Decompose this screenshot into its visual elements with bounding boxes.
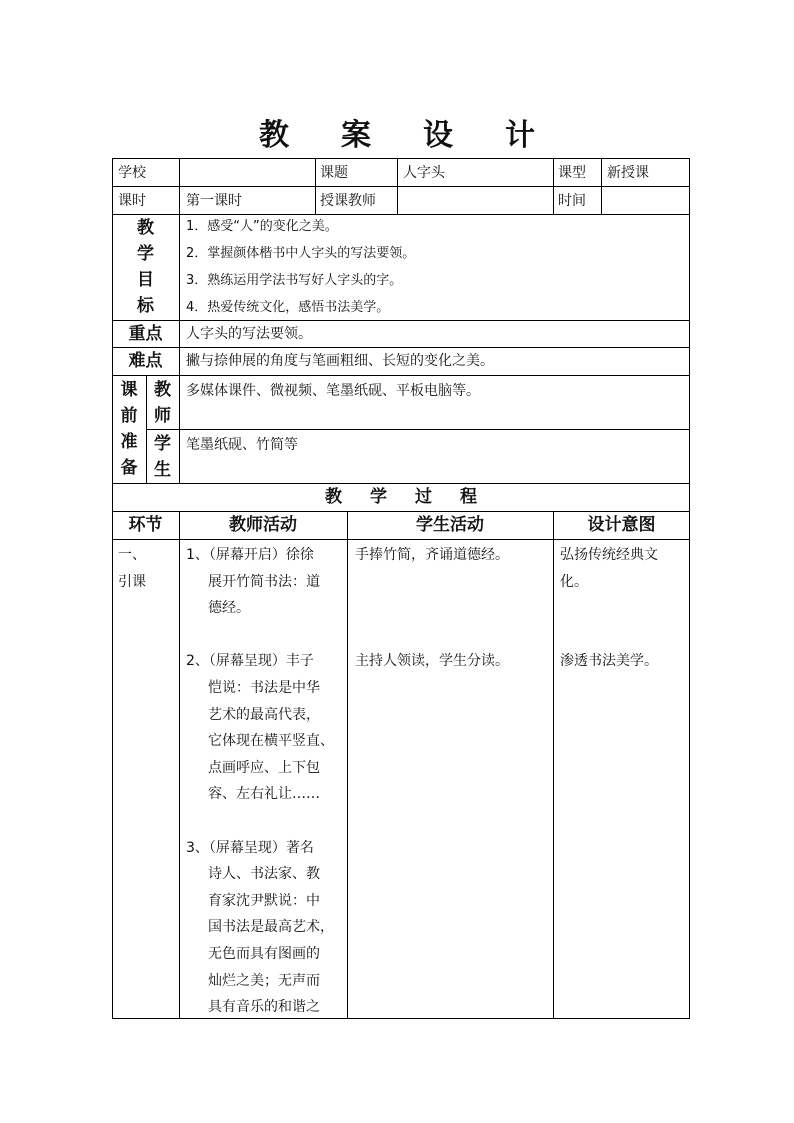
col-divider	[315, 158, 316, 214]
activity-line: 2、（屏幕呈现）丰子	[186, 653, 314, 670]
design-intent: 弘扬传统经典文 化。 渗透书法美学。	[560, 547, 658, 670]
objective-item: 4．热爱传统文化，感悟书法美学。	[186, 300, 390, 315]
objective-item: 1．感受“人”的变化之美。	[186, 219, 338, 234]
row-divider	[112, 511, 690, 512]
col-header-intent: 设计意图	[587, 515, 656, 535]
topic-value[interactable]: 人字头	[403, 165, 445, 181]
teacher-label: 授课教师	[320, 193, 376, 209]
col-divider	[553, 158, 554, 214]
row-divider	[112, 186, 690, 187]
student-activity: 手捧竹简，齐诵道德经。 主持人领读，学生分读。	[355, 547, 509, 670]
col-divider	[179, 214, 180, 375]
col-divider	[397, 158, 398, 214]
page-title: 教案设计	[259, 118, 587, 153]
prep-teacher-value: 多媒体课件、微视频、笔墨纸砚、平板电脑等。	[186, 383, 480, 399]
objective-item: 3．熟练运用学法书写好人字头的字。	[186, 273, 403, 288]
row-divider	[112, 539, 690, 540]
objectives-label: 教 学 目 标	[137, 218, 154, 316]
row-divider	[146, 429, 690, 430]
col-divider	[179, 511, 180, 1019]
prep-label: 课 前 准 备	[120, 380, 138, 478]
col-divider	[179, 375, 180, 483]
period-value[interactable]: 第一课时	[186, 193, 242, 209]
prep-teacher-label: 教 师	[154, 380, 171, 426]
type-value[interactable]: 新授课	[607, 165, 649, 181]
topic-label: 课题	[320, 165, 348, 181]
row-divider	[112, 320, 690, 321]
col-header-student: 学生活动	[416, 515, 484, 535]
col-divider	[553, 511, 554, 1019]
difficulty-label: 难点	[128, 351, 163, 371]
key-point-label: 重点	[128, 324, 163, 344]
process-title: 教学过程	[325, 487, 505, 507]
teacher-activity: 1、（屏幕开启）徐徐 展开竹简书法：道 德经。 2、（屏幕呈现）丰子 恺说：书法是中华 艺术的最高代表， 它体现在横平竖直、 点画呼应、上下包 容、左右礼让…… 3、（屏幕呈现）著名 诗人、书法家、教 育家沈尹默说：中 国书法是最高艺术， 无色而具有图画的 灿烂之美；无声而 具有音乐的和谐之	[186, 542, 334, 1021]
row-divider	[112, 214, 690, 215]
col-divider	[347, 511, 348, 1019]
stage-label: 一、 引课	[118, 547, 146, 590]
difficulty-value: 撇与捺伸展的角度与笔画粗细、长短的变化之美。	[186, 353, 494, 369]
col-divider	[179, 158, 180, 214]
col-header-stage: 环节	[128, 515, 163, 535]
activity-line: 1、（屏幕开启）徐徐	[186, 547, 314, 563]
activity-line: 3、（屏幕呈现）著名	[186, 839, 314, 856]
time-label: 时间	[558, 193, 586, 209]
row-divider	[112, 483, 690, 484]
prep-student-label: 学 生	[154, 434, 171, 480]
period-label: 课时	[118, 193, 146, 209]
prep-student-value: 笔墨纸砚、竹简等	[186, 437, 298, 453]
col-divider	[601, 158, 602, 214]
col-header-teacher: 教师活动	[229, 515, 297, 535]
row-divider	[112, 375, 690, 376]
row-divider	[112, 347, 690, 348]
objective-item: 2．掌握颜体楷书中人字头的写法要领。	[186, 246, 416, 261]
school-label: 学校	[118, 165, 146, 181]
key-point-value: 人字头的写法要领。	[186, 326, 312, 342]
type-label: 课型	[558, 165, 586, 181]
